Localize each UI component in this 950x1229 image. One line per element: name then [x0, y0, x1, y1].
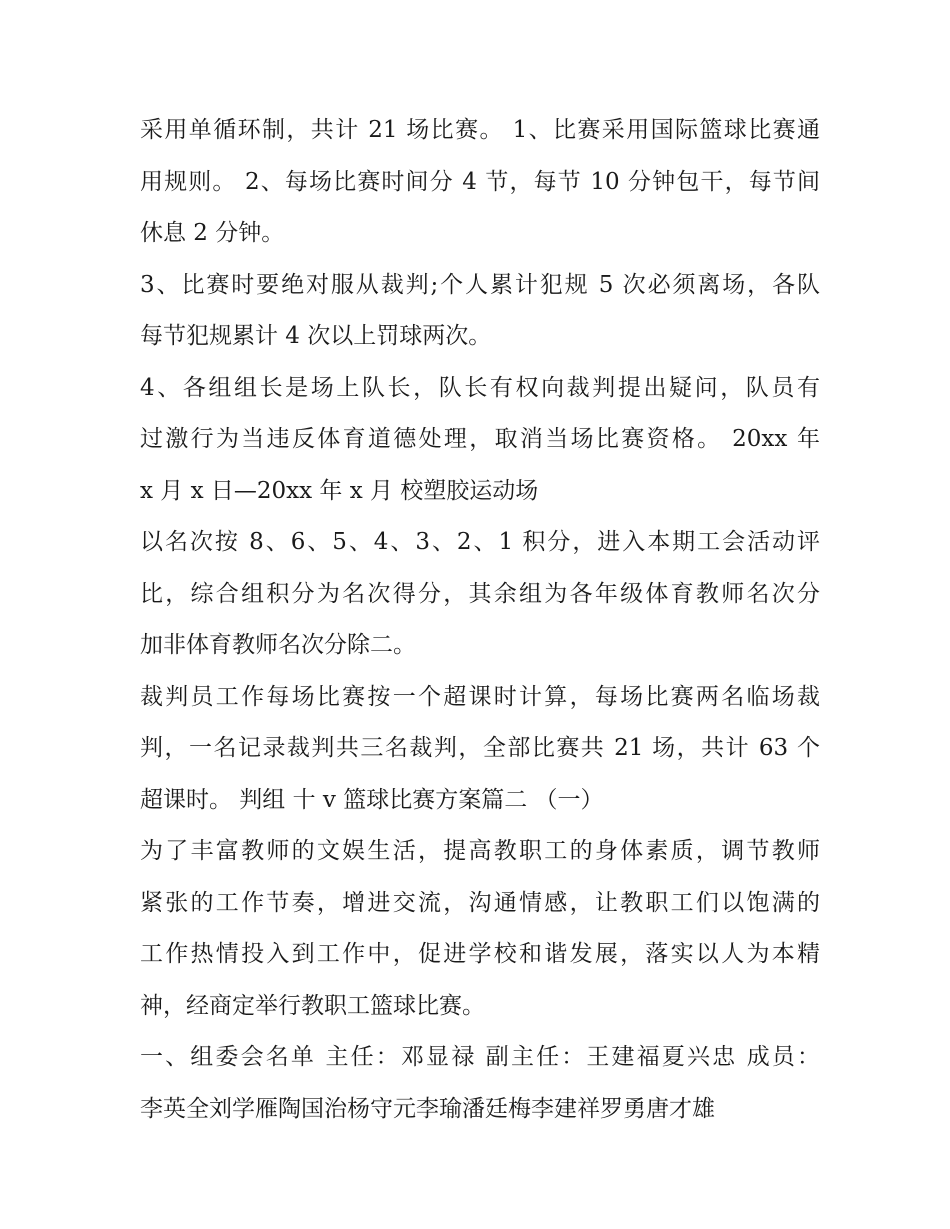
paragraph-captain-rules	[140, 363, 820, 518]
text-line: 比，综合组积分为名次得分，其余组为各年级体育教师名次分	[140, 580, 820, 607]
text-line: x 月 x 日—20xx 年 x 月 校塑胶运动场	[140, 477, 539, 504]
paragraph-competition-format	[140, 105, 820, 260]
paragraph-committee	[140, 1032, 820, 1135]
document-body	[140, 105, 820, 1135]
paragraph-referees	[140, 672, 820, 827]
text-line: 为了丰富教师的文娱生活，提高教职工的身体素质，调节教师	[140, 838, 820, 864]
paragraph-scoring	[140, 517, 820, 672]
paragraph-purpose	[140, 826, 820, 1032]
text-line: 判，一名记录裁判共三名裁判，全部比赛共 21 场，共计 63 个	[140, 735, 820, 761]
text-line: 紧张的工作节奏，增进交流，沟通情感，让教职工们以饱满的	[140, 889, 820, 916]
text-line: 用规则。 2、每场比赛时间分 4 节，每节 10 分钟包干，每节间	[140, 168, 820, 195]
text-line: 工作热情投入到工作中，促进学校和谐发展，落实以人为本精	[140, 941, 820, 967]
text-line: 休息 2 分钟。	[140, 220, 285, 246]
text-line: 超课时。 判组 十 v 篮球比赛方案篇二 （一）	[140, 786, 604, 813]
text-line: 过激行为当违反体育道德处理，取消当场比赛资格。 20xx 年	[140, 426, 820, 452]
text-line: 每节犯规累计 4 次以上罚球两次。	[140, 323, 492, 349]
text-line: 采用单循环制，共计 21 场比赛。 1、比赛采用国际篮球比赛通	[140, 117, 820, 143]
text-line: 以名次按 8、6、5、4、3、2、1 积分，进入本期工会活动评	[140, 529, 820, 555]
text-line: 裁判员工作每场比赛按一个超课时计算，每场比赛两名临场裁	[140, 683, 820, 710]
text-line: 神，经商定举行教职工篮球比赛。	[140, 992, 485, 1019]
text-line: 3、比赛时要绝对服从裁判;个人累计犯规 5 次必须离场，各队	[140, 271, 820, 298]
text-line: 加非体育教师名次分除二。	[140, 632, 416, 658]
text-line: 李英全刘学雁陶国治杨守元李瑜潘廷梅李建祥罗勇唐才雄	[140, 1095, 715, 1122]
paragraph-foul-rules	[140, 260, 820, 363]
text-line: 一、组委会名单 主任：邓显禄 副主任：王建福夏兴忠 成员：	[140, 1044, 820, 1070]
text-line: 4、各组组长是场上队长，队长有权向裁判提出疑问，队员有	[140, 374, 820, 401]
